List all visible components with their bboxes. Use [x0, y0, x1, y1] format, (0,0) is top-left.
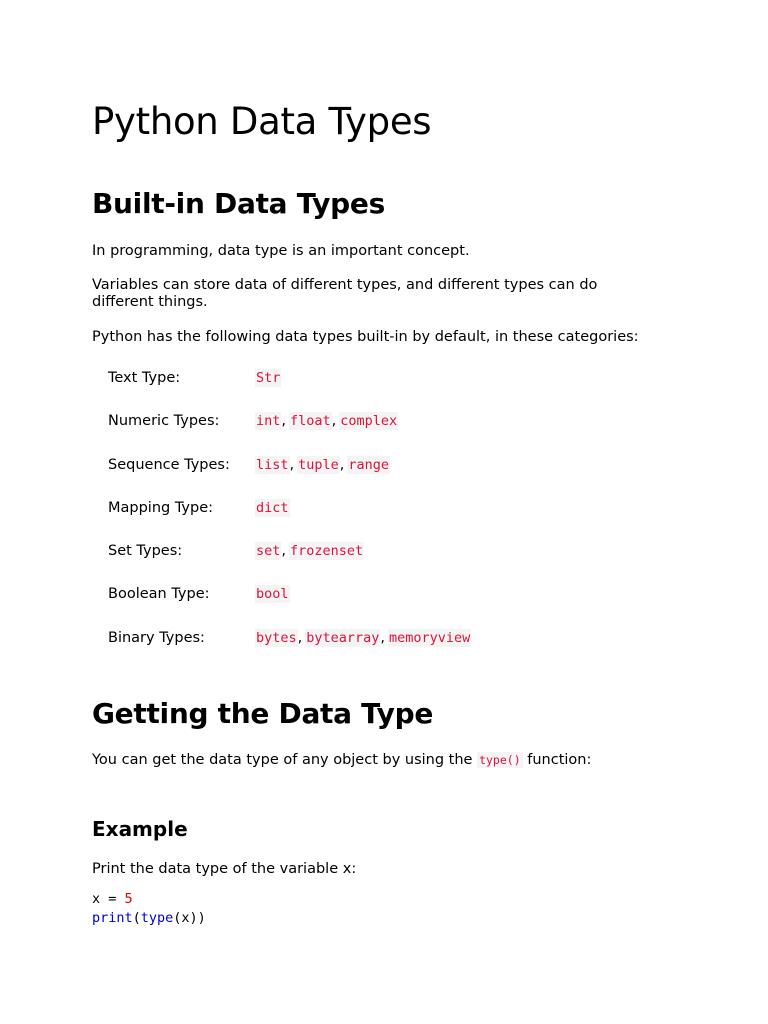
type-keyword: bytearray [306, 629, 380, 646]
code-type-fn: type [140, 910, 174, 926]
comma-separator: , [281, 543, 286, 560]
comma-separator: , [289, 456, 295, 473]
example-heading: Example [92, 817, 188, 841]
type-function-code: type() [479, 753, 521, 767]
code-var-assign: x = [92, 891, 125, 907]
type-values [255, 370, 281, 386]
type-category-label: Binary Types: [108, 629, 205, 646]
type-keyword: int [256, 413, 281, 430]
type-row [108, 453, 588, 496]
comma-separator: , [281, 413, 286, 430]
comma-separator: , [297, 629, 303, 646]
type-values [255, 413, 398, 429]
type-category-label: Mapping Type: [108, 499, 214, 516]
type-keyword: float [290, 413, 331, 430]
type-keyword: tuple [298, 456, 339, 473]
type-keyword: memoryview [389, 629, 471, 646]
code-paren: ( [132, 910, 141, 926]
type-row [108, 582, 588, 625]
type-keyword: dict [256, 499, 289, 516]
type-row [108, 626, 588, 669]
code-print-fn: print [92, 910, 133, 926]
comma-separator: , [331, 413, 337, 430]
comma-separator: , [339, 456, 345, 473]
type-category-label: Text Type: [108, 370, 181, 386]
type-intro-text: You can get the data type of any object by using the [92, 752, 478, 768]
example-description: Print the data type of the variable x: [92, 861, 357, 877]
type-category-label: Numeric Types: [108, 413, 220, 430]
type-row [108, 366, 588, 409]
type-row [108, 409, 588, 452]
type-keyword: range [348, 456, 390, 473]
code-args: (x)) [173, 910, 206, 926]
type-values [255, 630, 471, 646]
type-values [255, 500, 290, 516]
type-category-label: Boolean Type: [108, 586, 210, 603]
type-keyword: bool [256, 586, 289, 603]
comma-separator: , [380, 629, 386, 646]
example-code-block [92, 890, 206, 928]
paragraph-categories: Python has the following data types built-in by default, in these categories: [92, 329, 639, 345]
paragraph-type-function [92, 752, 652, 769]
type-values [255, 457, 390, 473]
type-keyword: Str [256, 370, 281, 386]
page-title: Python Data Types [92, 100, 432, 143]
type-intro-suffix: function: [522, 752, 592, 768]
type-row [108, 496, 588, 539]
type-category-label: Sequence Types: [108, 456, 230, 473]
type-keyword: list [256, 456, 289, 473]
paragraph-intro: In programming, data type is an important concept. [92, 243, 470, 259]
paragraph-variables: Variables can store data of different types, and different types can do different things. [92, 277, 598, 310]
type-values [255, 586, 290, 602]
type-keyword: bytes [256, 629, 297, 646]
data-types-table [108, 366, 588, 669]
type-values [255, 543, 364, 559]
type-keyword: set [256, 543, 281, 560]
type-category-label: Set Types: [108, 543, 183, 560]
type-row [108, 539, 588, 582]
type-keyword: complex [340, 413, 398, 430]
type-keyword: frozenset [290, 543, 364, 560]
section-heading-built-in: Built-in Data Types [92, 187, 385, 220]
code-number: 5 [124, 891, 133, 907]
section-heading-getting-type: Getting the Data Type [92, 697, 434, 730]
